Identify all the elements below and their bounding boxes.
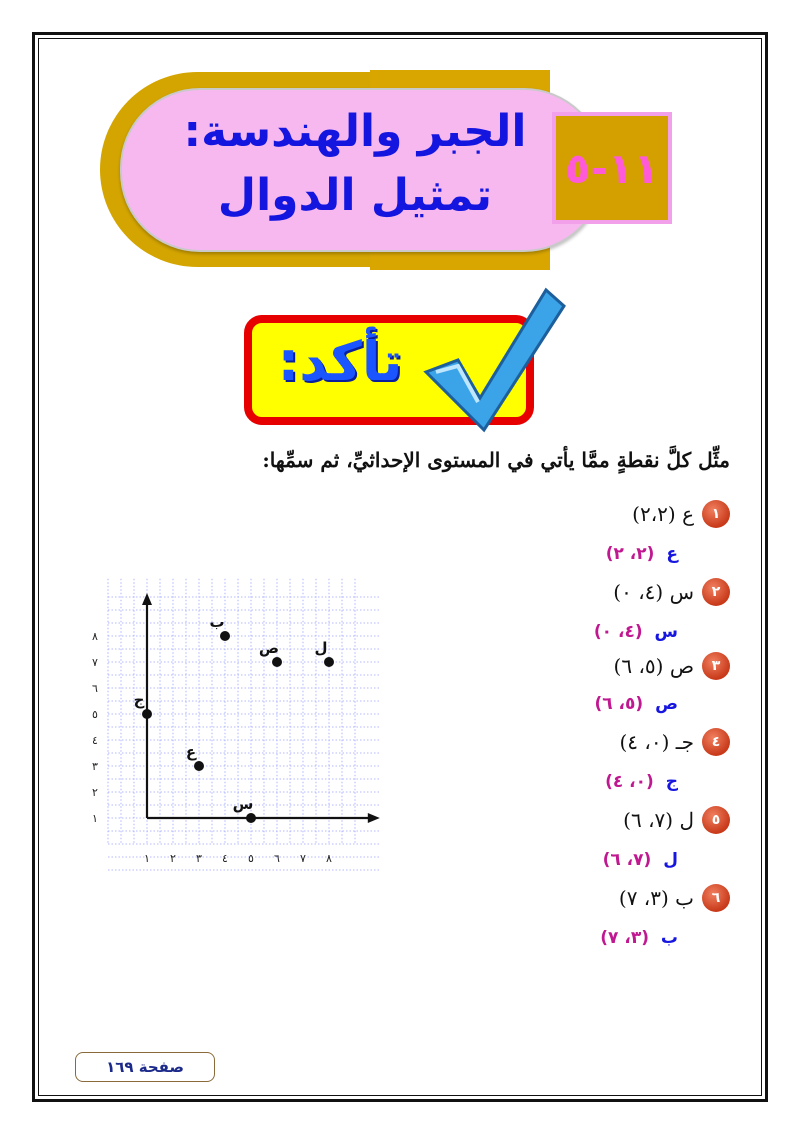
data-point <box>194 761 204 771</box>
x-tick-label: ٨ <box>326 852 332 866</box>
data-point <box>272 657 282 667</box>
answer-label: ج <box>665 772 678 792</box>
question-text: ع (٢،٢) <box>632 502 694 526</box>
answer-point: (٣، ٧) <box>600 928 649 948</box>
question-number-badge: ٦ <box>702 884 730 912</box>
check-badge-label: تأكد: <box>277 330 403 393</box>
checkmark-icon <box>418 280 568 440</box>
answer-label: س <box>654 622 678 642</box>
answer-item <box>606 544 678 564</box>
question-number-badge: ٥ <box>702 806 730 834</box>
y-tick-label: ٨ <box>92 630 98 643</box>
data-point-label: ج <box>133 691 145 709</box>
data-point <box>220 631 230 641</box>
y-tick-label: ٤ <box>92 734 98 747</box>
data-point <box>142 709 152 719</box>
question-number-badge: ٢ <box>702 578 730 606</box>
answer-label: ع <box>666 544 678 564</box>
answer-label: ص <box>655 694 678 714</box>
instruction-text: مثِّل كلَّ نقطةٍ ممَّا يأتي في المستوى الإحداثيِّ، ثم سمِّها: <box>262 448 730 472</box>
page-number-label: صفحة ١٦٩ <box>75 1052 215 1082</box>
question-number-badge: ١ <box>702 500 730 528</box>
answer-point: (٥، ٦) <box>594 694 644 714</box>
y-tick-label: ٣ <box>92 760 98 773</box>
question-text: جـ (٠، ٤) <box>619 730 694 754</box>
answer-point: (٧، ٦) <box>602 850 652 870</box>
question-number-badge: ٣ <box>702 652 730 680</box>
x-tick-label: ٧ <box>300 852 306 866</box>
y-axis-arrow-icon <box>142 593 152 605</box>
question-text: س (٤، ٠) <box>613 580 694 604</box>
data-point-label: ل <box>314 639 328 657</box>
question-text: ب (٣، ٧) <box>618 886 694 910</box>
x-axis-arrow-icon <box>368 813 380 823</box>
question-item <box>623 806 730 834</box>
question-item <box>619 728 730 756</box>
answer-label: ب <box>660 928 678 948</box>
lesson-title <box>170 100 540 228</box>
data-point <box>246 813 256 823</box>
answer-item <box>603 850 678 870</box>
question-number-badge: ٤ <box>702 728 730 756</box>
answer-item <box>605 772 678 792</box>
coordinate-plane <box>88 575 398 875</box>
answer-label: ل <box>663 850 678 870</box>
question-item <box>619 884 730 912</box>
question-text: ص (٥، ٦) <box>613 654 694 678</box>
question-item <box>632 500 730 528</box>
lesson-number: ١١-٥ <box>564 143 660 193</box>
y-tick-label: ٧ <box>92 656 98 669</box>
question-text: ل (٧، ٦) <box>623 808 694 832</box>
y-tick-label: ٦ <box>92 682 98 695</box>
lesson-number-box <box>552 112 672 224</box>
x-tick-label: ٣ <box>196 852 202 866</box>
data-point <box>324 657 334 667</box>
question-item <box>613 578 730 606</box>
answer-point: (٠، ٤) <box>605 772 654 792</box>
y-tick-label: ١ <box>92 812 98 825</box>
y-tick-label: ٥ <box>92 708 98 721</box>
x-tick-label: ١ <box>144 852 150 866</box>
lesson-title-line2: تمثيل الدوال <box>217 170 493 221</box>
y-tick-label: ٢ <box>92 786 98 799</box>
question-item <box>614 652 730 680</box>
data-point-label: ص <box>258 639 280 657</box>
answer-point: (٤، ٠) <box>593 622 643 642</box>
answer-item <box>594 622 678 642</box>
answer-item <box>594 694 678 714</box>
answer-item <box>600 928 678 948</box>
x-tick-label: ٥ <box>248 852 254 866</box>
data-point-label: س <box>232 795 254 813</box>
answer-point: (٢، ٢) <box>605 544 655 564</box>
x-tick-label: ٢ <box>170 852 176 866</box>
x-tick-label: ٤ <box>222 852 228 866</box>
lesson-title-line1: الجبر والهندسة: <box>183 106 527 157</box>
x-tick-label: ٦ <box>274 852 280 866</box>
data-point-label: ب <box>209 613 225 631</box>
data-point-label: ع <box>185 743 197 761</box>
